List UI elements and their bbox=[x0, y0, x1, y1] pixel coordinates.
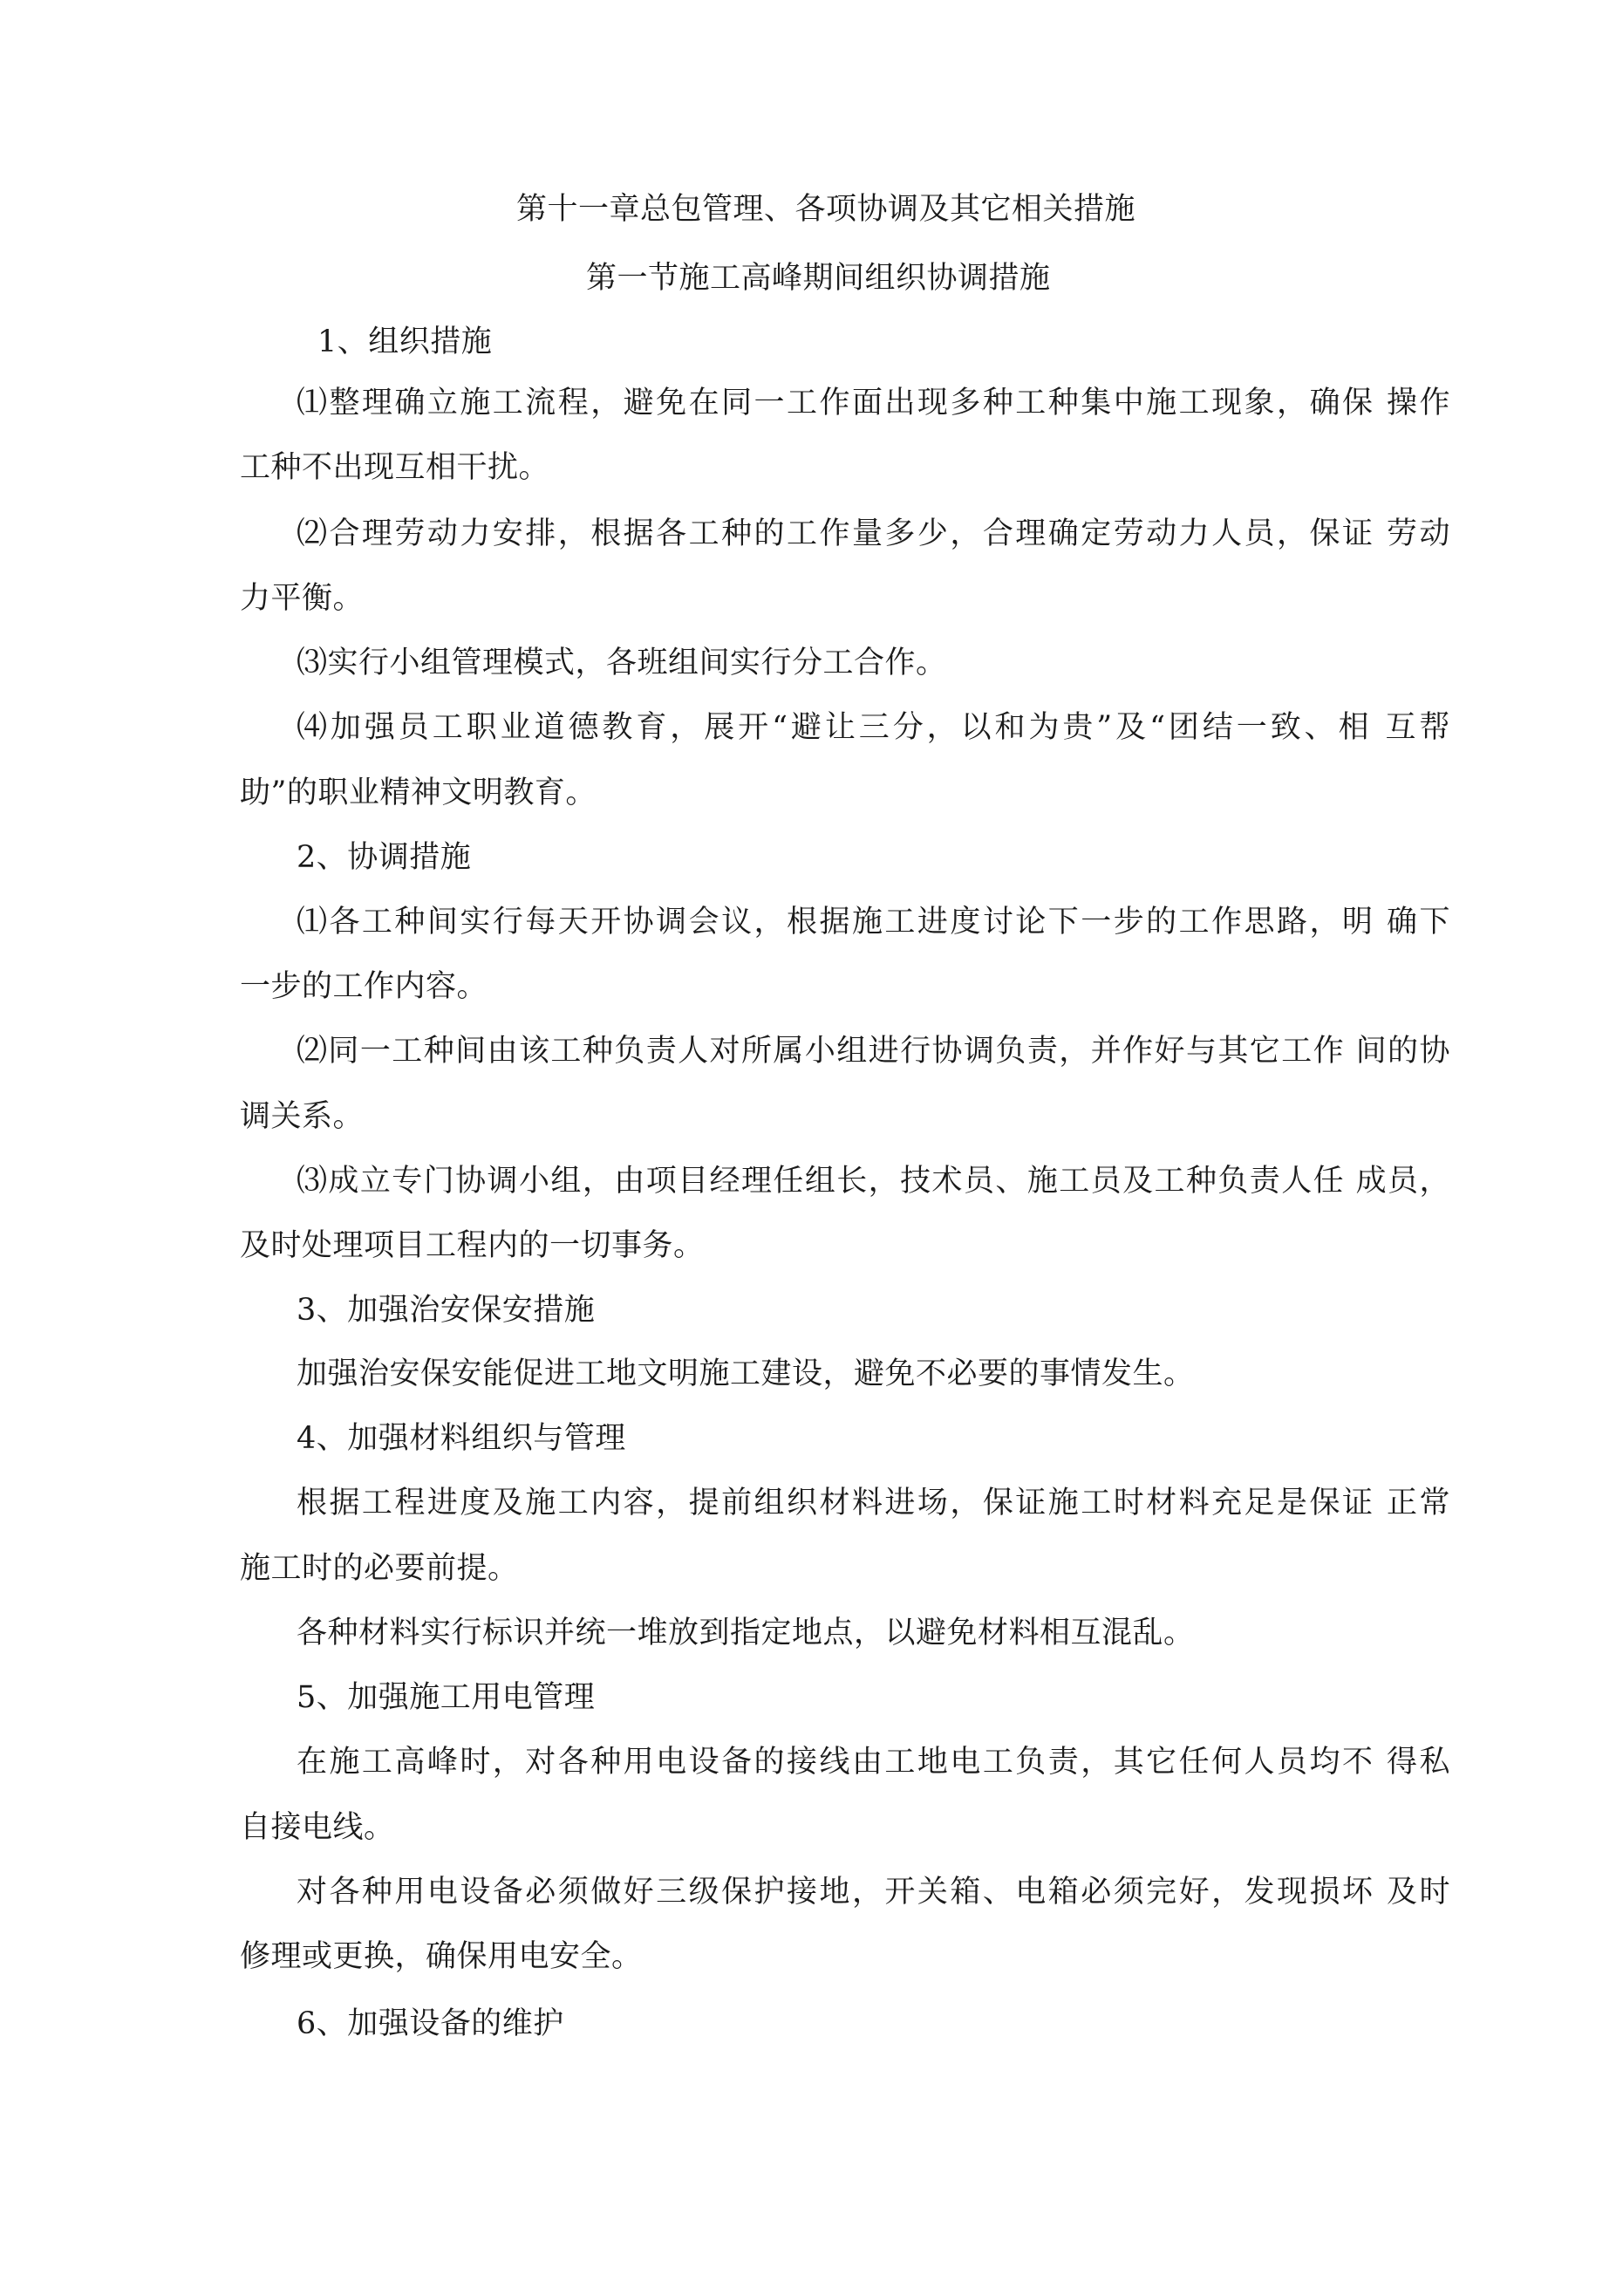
heading-materials: 4、加强材料组织与管理 bbox=[297, 1421, 626, 1456]
paragraph-line: 及时处理项目工程内的一切事务。 bbox=[240, 1228, 705, 1263]
paragraph-line: ⑷加强员工职业道德教育，展开“避让三分，以和为贵”及“团结一致、相 互帮 bbox=[297, 710, 1450, 745]
paragraph-line: 自接电线。 bbox=[240, 1810, 395, 1845]
section-title: 第一节施工高峰期间组织协调措施 bbox=[586, 261, 1051, 296]
paragraph-line: 加强治安保安能促进工地文明施工建设，避免不必要的事情发生。 bbox=[297, 1356, 1195, 1391]
paragraph-line: ⑶实行小组管理模式，各班组间实行分工合作。 bbox=[297, 646, 947, 680]
paragraph-line: ⑶成立专门协调小组，由项目经理任组长，技术员、施工员及工种负责人任 成员， bbox=[297, 1164, 1450, 1199]
paragraph-line: 助”的职业精神文明教育。 bbox=[240, 776, 597, 810]
heading-security: 3、加强治安保安措施 bbox=[297, 1293, 596, 1328]
paragraph-line: 调关系。 bbox=[240, 1099, 365, 1134]
heading-coordination: 2、协调措施 bbox=[297, 840, 472, 875]
heading-equipment: 6、加强设备的维护 bbox=[297, 2006, 564, 2041]
paragraph-line: 在施工高峰时，对各种用电设备的接线由工地电工负责，其它任何人员均不 得私 bbox=[297, 1745, 1450, 1780]
paragraph-line: 根据工程进度及施工内容，提前组织材料进场，保证施工时材料充足是保证 正常 bbox=[297, 1486, 1450, 1520]
heading-electricity: 5、加强施工用电管理 bbox=[297, 1680, 596, 1715]
paragraph-line: 一步的工作内容。 bbox=[240, 969, 488, 1004]
chapter-title: 第十一章总包管理、各项协调及其它相关措施 bbox=[516, 192, 1136, 227]
paragraph-line: 对各种用电设备必须做好三级保护接地，开关箱、电箱必须完好，发现损坏 及时 bbox=[297, 1875, 1450, 1910]
paragraph-line: ⑵合理劳动力安排，根据各工种的工作量多少，合理确定劳动力人员，保证 劳动 bbox=[297, 516, 1450, 551]
heading-organization: 1、组织措施 bbox=[317, 325, 493, 359]
paragraph-line: 修理或更换，确保用电安全。 bbox=[240, 1939, 643, 1974]
paragraph-line: 各种材料实行标识并统一堆放到指定地点，以避免材料相互混乱。 bbox=[297, 1616, 1195, 1650]
paragraph-line: ⑵同一工种间由该工种负责人对所属小组进行协调负责，并作好与其它工作 间的协 bbox=[297, 1034, 1450, 1069]
paragraph-line: 力平衡。 bbox=[240, 581, 365, 616]
paragraph-line: 工种不出现互相干扰。 bbox=[240, 450, 550, 485]
paragraph-line: ⑴整理确立施工流程，避免在同一工作面出现多种工种集中施工现象，确保 操作 bbox=[297, 386, 1450, 420]
paragraph-line: ⑴各工种间实行每天开协调会议，根据施工进度讨论下一步的工作思路，明 确下 bbox=[297, 905, 1450, 940]
paragraph-line: 施工时的必要前提。 bbox=[240, 1551, 519, 1586]
